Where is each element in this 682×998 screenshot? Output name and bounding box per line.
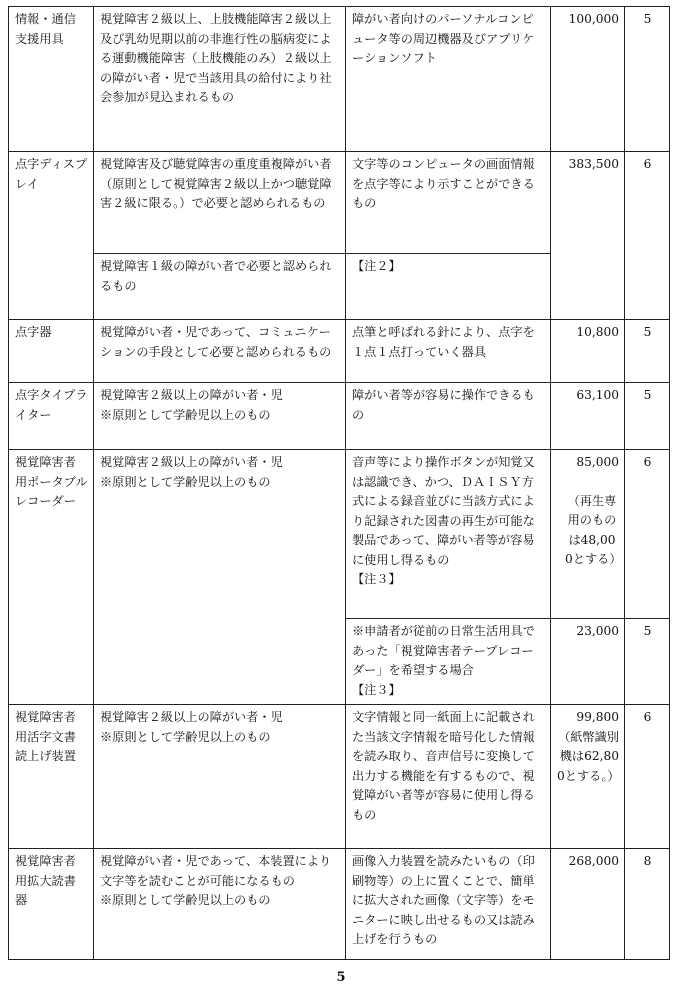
item-name-cell: 視覚障害者用活字文書読上げ装置 [9,705,94,849]
price-cell: 63,100 [551,383,625,450]
years-cell: 6 [625,705,670,849]
target-cell: 視覚障害及び聴覚障害の重度重複障がい者（原則として視覚障害２級以上かつ聴覚障害２級に限る。）で必要と認められるもの [94,152,346,254]
target-note: ※原則として学齢児以上のもの [100,474,271,489]
target-text: 視覚障害２級以上の障がい者・児 [100,388,283,402]
price-cell: 100,000 [551,7,625,152]
price-cell: 268,000 [551,849,625,960]
target-cell [94,450,346,705]
price-note: （紙幣識別機は62,800とする。） [557,729,620,783]
price-cell: 23,000 [551,619,625,705]
price-note: （再生専用のものは48,000とする） [565,493,622,566]
item-name-cell: 点字ディスプレイ [9,152,94,320]
target-text: 視覚障がい者・児であって、本装置により文字等を読むことが可能になるもの [100,854,332,888]
target-text: 視覚障害２級以上の障がい者・児 [100,710,283,724]
price-cell: 383,500 [551,152,625,320]
description-cell: 障がい者等が容易に操作できるもの [346,383,551,450]
years-cell: 5 [625,320,670,383]
years-cell: 5 [625,383,670,450]
price-cell [551,450,625,619]
target-cell: 視覚障害１級の障がい者で必要と認められるもの [94,254,346,320]
description-cell: 画像入力装置を読みたいもの（印刷物等）の上に置くことで、簡単に拡大された画像（文字等）をモニターに映し出せるもの又は読み上げを行うもの [346,849,551,960]
years-cell: 5 [625,619,670,705]
target-cell [94,383,346,450]
target-cell [94,705,346,849]
table-row [9,705,670,849]
years-cell: 6 [625,450,670,619]
description-cell: 文字等のコンピュータの画面情報を点字等により示すことができるもの [346,152,551,254]
target-cell: 視覚障がい者・児であって、コミュニケーションの手段として必要と認められるもの [94,320,346,383]
price-cell: 10,800 [551,320,625,383]
description-note: 【注３】 [352,572,401,586]
item-name-cell: 情報・通信支援用具 [9,7,94,152]
years-cell: 5 [625,7,670,152]
target-note: ※原則として学齢児以上のもの [100,729,271,744]
description-cell [346,450,551,619]
table-row [9,450,670,619]
table-row [9,383,670,450]
description-text: ※申請者が従前の日常生活用具であった「視覚障害者テープレコーダー」を希望する場合 [352,624,535,677]
price-value: 99,800 [576,710,619,724]
target-cell: 視覚障害２級以上、上肢機能障害２級以上及び乳幼児期以前の非進行性の脳病変による運動機能障害（上肢機能のみ）２級以上の障がい者・児で当該用具の給付により社会参加が見込まれるもの [94,7,346,152]
item-name-cell: 点字タイプライター [9,383,94,450]
table-row [9,849,670,960]
item-name-cell: 視覚障害者用ポータブルレコーダー [9,450,94,705]
table-row [9,7,670,152]
table-row [9,320,670,383]
description-cell: 障がい者向けのパーソナルコンピュータ等の周辺機器及びアプリケーションソフト [346,7,551,152]
item-name-cell: 視覚障害者用拡大読書器 [9,849,94,960]
description-note: 【注３】 [352,682,401,697]
equipment-table [8,6,670,960]
price-cell [551,705,625,849]
description-cell [346,619,551,705]
description-cell: 文字情報と同一紙面上に記載された当該文字情報を暗号化した情報を読み取り、音声信号に変換して出力する機能を有するもので、視覚障がい者等が容易に使用し得るもの [346,705,551,849]
description-text: 音声等により操作ボタンが知覚又は認識でき、かつ、ＤＡＩＳＹ方式による録音並びに当該方式により記録された図書の再生が可能な製品であって、障がい者等が容易に使用し得るもの [352,455,535,567]
item-name-cell: 点字器 [9,320,94,383]
years-cell: 6 [625,152,670,320]
years-cell: 8 [625,849,670,960]
target-cell [94,849,346,960]
target-note: ※原則として学齢児以上のもの [100,893,271,907]
target-note: ※原則として学齢児以上のもの [100,407,271,422]
table-row [9,152,670,254]
price-value: 85,000 [576,455,619,469]
page-number: 5 [336,970,346,985]
description-cell: 【注２】 [346,254,551,320]
description-cell: 点筆と呼ばれる針により、点字を１点１点打っていく器具 [346,320,551,383]
target-text: 視覚障害２級以上の障がい者・児 [100,455,283,469]
